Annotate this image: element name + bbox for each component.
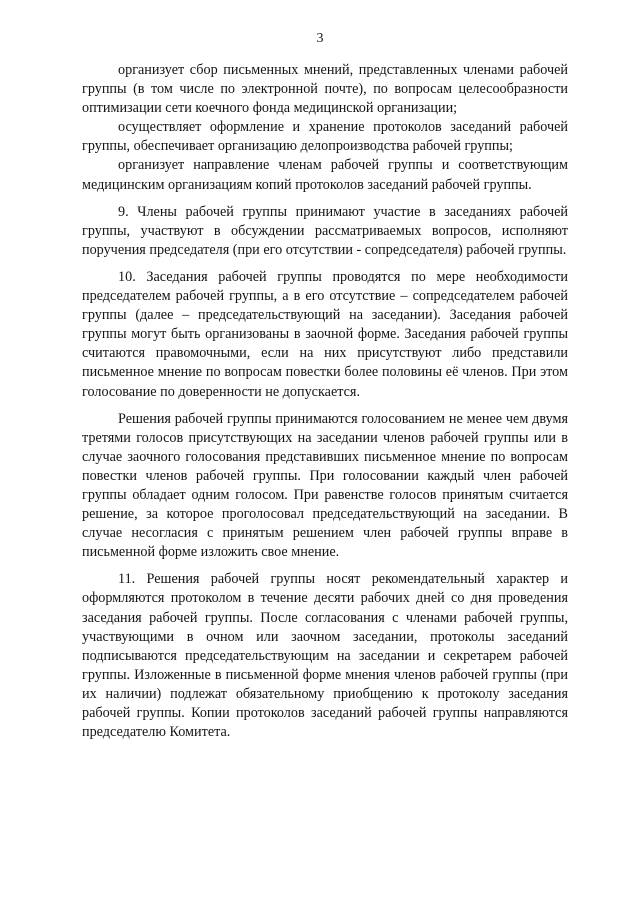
- paragraph-protocol-storage: осуществляет оформление и хранение протоколов заседаний рабочей группы, обеспечивает организацию делопроизводства рабочей группы;: [82, 119, 568, 155]
- paragraph-item-10: 10. Заседания рабочей группы проводятся по мере необходимости председателем рабочей группы, а в его отсутствие – сопредседателем рабочей группы (далее – председательствующий на заседании). Заседания рабочей группы могут быть организованы в заочной форме. Заседания рабочей группы считаются правомочными, если на них присутствуют либо представили письменное мнение по вопросам повестки более половины её членов. При этом голосование по доверенности не допускается.: [82, 268, 568, 400]
- paragraph-decisions: Решения рабочей группы принимаются голосованием не менее чем двумя третями голосов присутствующих на заседании членов рабочей группы или в случае заочного голосования представивших письменное мнение по вопросам повестки членов рабочей группы. При голосовании каждый член рабочей группы обладает одним голосом. При равенстве голосов принятым считается решение, за которое проголосовал председательствующий на заседании. В случае несогласия с принятым решением член рабочей группы вправе в письменной форме изложить свое мнение.: [82, 410, 568, 561]
- page-number: 3: [316, 31, 324, 46]
- paragraph-organize-opinions: организует сбор письменных мнений, представленных членами рабочей группы (в том числе по электронной почте), по вопросам целесообразности оптимизации сети коечного фонда медицинской организации;: [82, 62, 568, 117]
- paragraph-item-9: 9. Члены рабочей группы принимают участие в заседаниях рабочей группы, участвуют в обсуждении рассматриваемых вопросов, исполняют поручения председателя (при его отсутствии - сопредседателя) рабочей группы.: [82, 203, 568, 258]
- paragraph-send-copies: организует направление членам рабочей группы и соответствующим медицинским организациям копий протоколов заседаний рабочей группы.: [82, 157, 568, 193]
- document-body: [82, 61, 568, 742]
- paragraph-item-11: 11. Решения рабочей группы носят рекомендательный характер и оформляются протоколом в течение десяти рабочих дней со дня проведения заседания рабочей группы. После согласования с членами рабочей группы, участвующими в очном или заочном заседании, протоколы заседаний подписываются председательствующим на заседании и секретарем рабочей группы. Изложенные в письменной форме мнения членов рабочей группы (при их наличии) подлежат обязательному приобщению к протоколу заседания рабочей группы. Копии протоколов заседаний рабочей группы направляются председателю Комитета.: [82, 571, 568, 741]
